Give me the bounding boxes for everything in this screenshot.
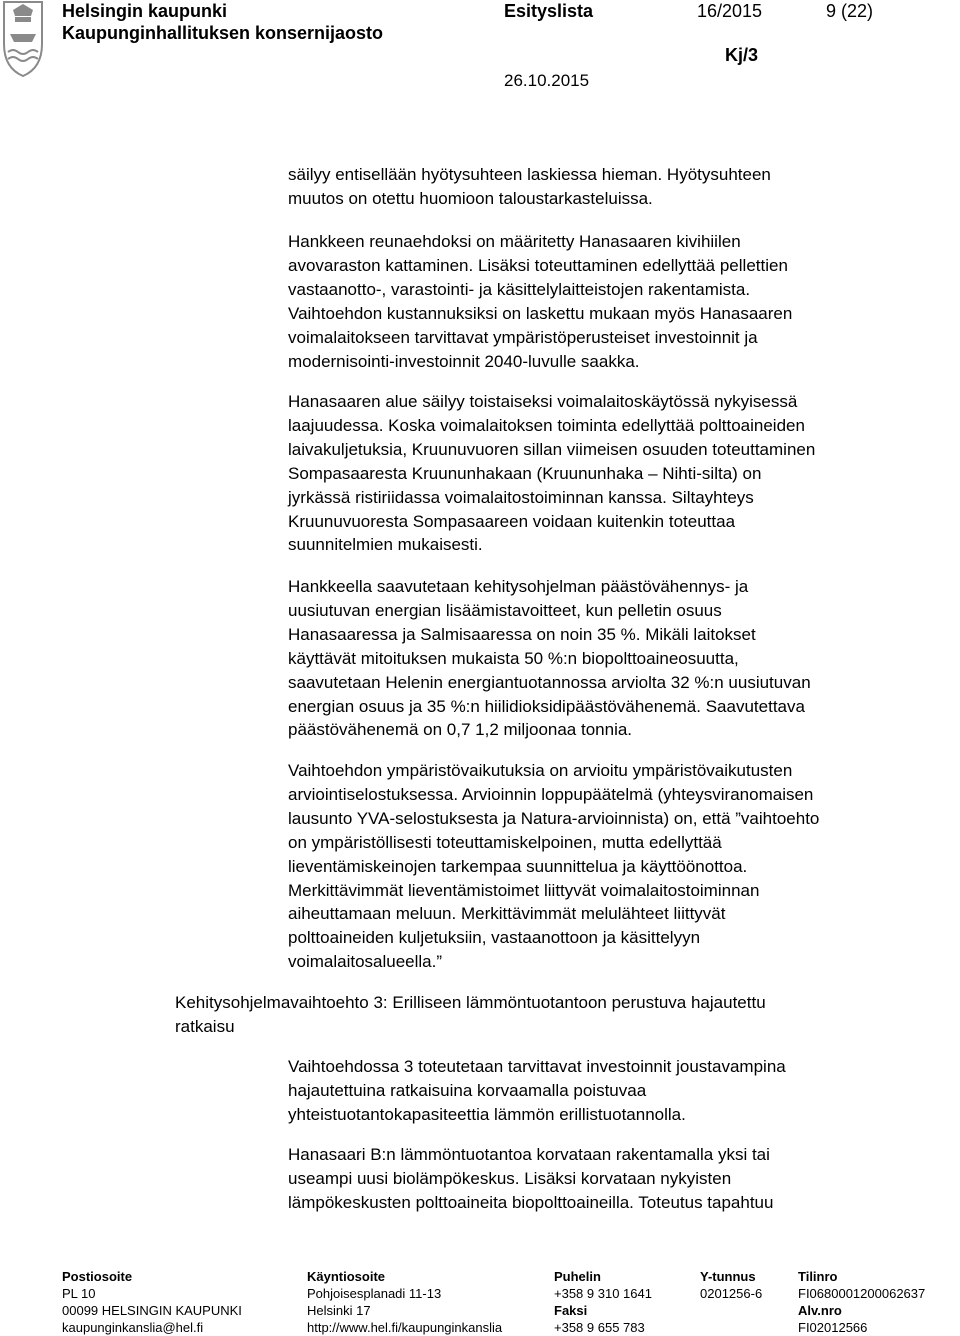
footer-value: 00099 HELSINGIN KAUPUNKI bbox=[62, 1303, 242, 1318]
text-line: Hankkeen reunaehdoksi on määritetty Hanasaaren kivihiilen bbox=[288, 232, 741, 251]
footer-value: PL 10 bbox=[62, 1286, 96, 1301]
text-line: Vaihtoehdon ympäristövaikutuksia on arvioitu ympäristövaikutusten bbox=[288, 761, 793, 780]
paragraph bbox=[288, 1143, 938, 1215]
text-line: vastaanotto-, varastointi- ja käsittelylaitteistojen rakentamista. bbox=[288, 279, 751, 299]
text-line: hajautettuina ratkaisuina korvaamalla poistuvaa bbox=[288, 1080, 647, 1100]
header-section: Kj/3 bbox=[725, 45, 759, 65]
text-line: lieventämiskeinojen tarkempaa suunnittelua ja käyttöönottoa. bbox=[288, 856, 748, 876]
footer-account bbox=[798, 1268, 925, 1336]
footer-website-link[interactable]: http://www.hel.fi/kaupunginkanslia bbox=[307, 1320, 503, 1335]
text-line: muutos on otettu huomioon taloustarkasteluissa. bbox=[288, 188, 653, 208]
footer-label: Käyntiosoite bbox=[307, 1269, 386, 1284]
text-line: saavutetaan Helenin energiantuotannossa arviolta 32 %:n uusiutuvan bbox=[288, 672, 811, 692]
footer-value: 0201256-6 bbox=[700, 1286, 763, 1301]
header-page: 9 (22) bbox=[826, 1, 874, 21]
paragraph bbox=[288, 390, 938, 557]
footer-label: Postiosoite bbox=[62, 1269, 133, 1284]
paragraph bbox=[288, 1055, 938, 1127]
text-line: Hanasaaressa ja Salmisaaressa on noin 35 %. Mikäli laitokset bbox=[288, 624, 756, 644]
text-line: uusiutuvan energian lisäämistavoitteet, kun pelletin osuus bbox=[288, 600, 722, 620]
section-heading bbox=[175, 991, 915, 1039]
text-line: polttoaineiden kuljetuksiin, vastaanottoon ja käsittelyyn bbox=[288, 928, 701, 948]
text-line: suunnitelmien mukaisesti. bbox=[288, 535, 483, 555]
text-line: arviointiselostuksessa. Arvioinnin loppupäätelmä (yhteysviranomaisen bbox=[288, 784, 814, 804]
text-line: laivakuljetuksia, Kruunuvuoren sillan viimeisen osuuden toteuttaminen bbox=[288, 439, 816, 459]
text-line: avovaraston kattaminen. Lisäksi toteuttaminen edellyttää pellettien bbox=[288, 255, 788, 275]
footer-postal bbox=[62, 1268, 242, 1336]
footer-label: Tilinro bbox=[798, 1269, 838, 1284]
footer-value: Helsinki 17 bbox=[307, 1303, 371, 1318]
footer-value: +358 9 655 783 bbox=[554, 1320, 645, 1335]
footer-value: Pohjoisesplanadi 11-13 bbox=[307, 1286, 442, 1301]
text-line: on ympäristöllisesti toteuttamiskelpoinen, mutta edellyttää bbox=[288, 832, 722, 852]
text-line: yhteistuotantokapasiteettia lämmön erillistuotannolla. bbox=[288, 1104, 686, 1124]
text-line: aiheuttamaan meluun. Merkittävimmät melulähteet liittyvät bbox=[288, 904, 726, 924]
header-number: 16/2015 bbox=[697, 1, 763, 21]
text-line: voimalaitosalueella.” bbox=[288, 952, 443, 972]
text-line: Vaihtoehdossa 3 toteutetaan tarvittavat investoinnit joustavampina bbox=[288, 1057, 786, 1076]
header-date: 26.10.2015 bbox=[504, 71, 590, 90]
footer-visit bbox=[307, 1268, 502, 1336]
text-line: Hankkeella saavutetaan kehitysohjelman päästövähennys- ja bbox=[288, 577, 749, 596]
text-line: Sompasaaresta Kruununhakaan (Kruununhaka – Nihti-silta) on bbox=[288, 463, 762, 483]
footer-value: FI0680001200062637 bbox=[798, 1286, 926, 1301]
header-city: Helsingin kaupunki bbox=[62, 1, 228, 21]
footer-phone bbox=[554, 1268, 652, 1336]
text-line: laajuudessa. Koska voimalaitoksen toiminta edellyttää polttoaineiden bbox=[288, 415, 805, 435]
text-line: Hanasaaren alue säilyy toistaiseksi voimalaitoskäytössä nykyisessä bbox=[288, 392, 798, 411]
footer-label: Y-tunnus bbox=[700, 1269, 756, 1284]
paragraph bbox=[288, 163, 938, 211]
text-line: Kruunuvuoresta Sompasaareen voidaan kuitenkin toteuttaa bbox=[288, 511, 736, 531]
text-line: useampi uusi biolämpökeskus. Lisäksi korvataan nykyisten bbox=[288, 1168, 732, 1188]
footer-value: FI02012566 bbox=[798, 1320, 868, 1335]
text-line: voimalaitokseen tarvittavat ympäristöperusteiset investoinnit ja bbox=[288, 327, 758, 347]
footer-ytunnus bbox=[700, 1268, 762, 1302]
text-line: Vaihtoehdon kustannuksiksi on laskettu mukaan myös Hanasaaren bbox=[288, 303, 793, 323]
text-line: jyrkässä ristiriidassa voimalaitostoiminnan kanssa. Siltayhteys bbox=[288, 487, 754, 507]
text-line: päästövähenemä on 0,7 1,2 miljoonaa tonnia. bbox=[288, 720, 633, 740]
footer-label: Puhelin bbox=[554, 1269, 601, 1284]
text-line: käyttävät mitoituksen mukaista 50 %:n biopolttoaineosuutta, bbox=[288, 648, 739, 668]
text-line: modernisointi-investoinnit 2040-luvulle saakka. bbox=[288, 351, 640, 371]
paragraph bbox=[288, 230, 938, 373]
text-line: Hanasaari B:n lämmöntuotantoa korvataan rakentamalla yksi tai bbox=[288, 1145, 770, 1164]
text-line: Merkittävimmät lieventämistoimet liittyvät voimalaitostoiminnan bbox=[288, 880, 760, 900]
text-line: lämpökeskusten polttoaineita biopolttoaineilla. Toteutus tapahtuu bbox=[288, 1192, 774, 1212]
footer-label: Alv.nro bbox=[798, 1303, 842, 1318]
footer-email-link[interactable]: kaupunginkanslia@hel.fi bbox=[62, 1320, 204, 1335]
heading-line: Kehitysohjelmavaihtoehto 3: Erilliseen lämmöntuotantoon perustuva hajautettu bbox=[175, 993, 766, 1012]
footer-value: +358 9 310 1641 bbox=[554, 1286, 652, 1301]
heading-line: ratkaisu bbox=[175, 1016, 235, 1036]
helsinki-coat-of-arms-logo bbox=[2, 0, 44, 78]
paragraph bbox=[288, 575, 938, 742]
text-line: säilyy entisellään hyötysuhteen laskiessa hieman. Hyötysuhteen bbox=[288, 165, 771, 184]
paragraph bbox=[288, 759, 938, 974]
header-list: Esityslista bbox=[504, 1, 594, 21]
text-line: energian osuus ja 35 %:n hiilidioksidipäästövähenemä. Saavutettava bbox=[288, 696, 805, 716]
text-line: lausunto YVA-selostuksesta ja Natura-arvioinnista) on, että ”vaihtoehto bbox=[288, 808, 820, 828]
footer-label: Faksi bbox=[554, 1303, 588, 1318]
header-body: Kaupunginhallituksen konsernijaosto bbox=[62, 23, 384, 43]
